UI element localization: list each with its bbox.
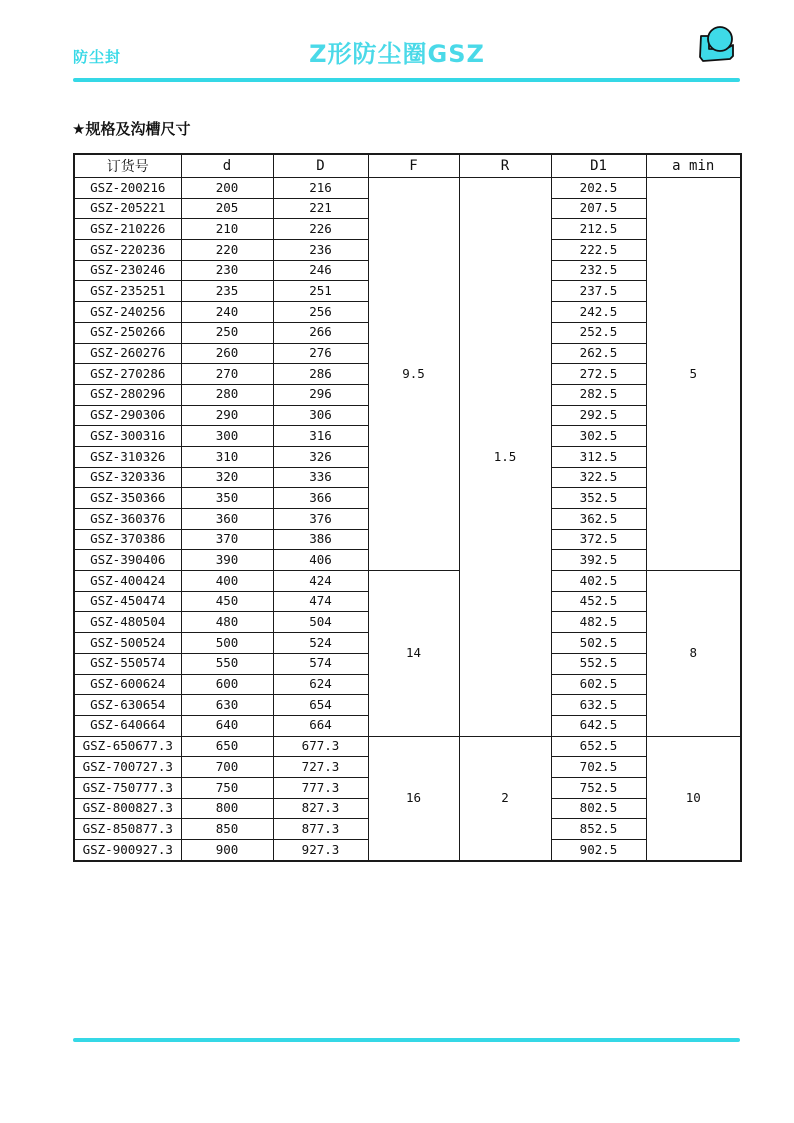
cell-D: 251 xyxy=(273,281,368,302)
col-header-R: R xyxy=(459,154,551,178)
col-header-a-min: a min xyxy=(646,154,741,178)
cell-D1: 482.5 xyxy=(551,612,646,633)
category-label: 防尘封 xyxy=(73,48,122,66)
cell-d: 360 xyxy=(181,509,273,530)
cell-d: 210 xyxy=(181,219,273,240)
cell-d: 480 xyxy=(181,612,273,633)
cell-d: 220 xyxy=(181,240,273,261)
cell-d: 900 xyxy=(181,840,273,861)
cell-order-code: GSZ-630654 xyxy=(74,695,181,716)
cell-d: 230 xyxy=(181,260,273,281)
section-heading: ★规格及沟槽尺寸 xyxy=(72,120,191,138)
cell-D1: 632.5 xyxy=(551,695,646,716)
col-header-F: F xyxy=(368,154,459,178)
cell-d: 250 xyxy=(181,322,273,343)
cell-F-group: 14 xyxy=(368,571,459,737)
cell-order-code: GSZ-210226 xyxy=(74,219,181,240)
cell-D1: 452.5 xyxy=(551,591,646,612)
cell-order-code: GSZ-280296 xyxy=(74,384,181,405)
cell-d: 280 xyxy=(181,384,273,405)
cell-D1: 272.5 xyxy=(551,364,646,385)
cell-order-code: GSZ-205221 xyxy=(74,198,181,219)
cell-order-code: GSZ-370386 xyxy=(74,529,181,550)
cell-D: 654 xyxy=(273,695,368,716)
cell-D1: 802.5 xyxy=(551,798,646,819)
cell-D1: 752.5 xyxy=(551,777,646,798)
cell-d: 650 xyxy=(181,736,273,757)
cell-D: 296 xyxy=(273,384,368,405)
cell-D: 246 xyxy=(273,260,368,281)
cell-D1: 202.5 xyxy=(551,178,646,199)
cell-D: 286 xyxy=(273,364,368,385)
cell-order-code: GSZ-400424 xyxy=(74,571,181,592)
cell-d: 630 xyxy=(181,695,273,716)
cell-a-min-group: 8 xyxy=(646,571,741,737)
cell-D: 221 xyxy=(273,198,368,219)
cell-order-code: GSZ-900927.3 xyxy=(74,840,181,861)
cell-D: 727.3 xyxy=(273,757,368,778)
cell-R-group: 2 xyxy=(459,736,551,861)
table-header-row xyxy=(74,154,741,178)
cell-D1: 322.5 xyxy=(551,467,646,488)
cell-d: 800 xyxy=(181,798,273,819)
cell-order-code: GSZ-360376 xyxy=(74,509,181,530)
cell-d: 700 xyxy=(181,757,273,778)
cell-order-code: GSZ-220236 xyxy=(74,240,181,261)
cell-d: 310 xyxy=(181,446,273,467)
cell-order-code: GSZ-640664 xyxy=(74,715,181,736)
spec-table-body xyxy=(74,178,741,861)
cell-d: 240 xyxy=(181,302,273,323)
cell-D: 524 xyxy=(273,633,368,654)
cell-order-code: GSZ-800827.3 xyxy=(74,798,181,819)
cell-D1: 292.5 xyxy=(551,405,646,426)
cell-D1: 352.5 xyxy=(551,488,646,509)
cell-d: 260 xyxy=(181,343,273,364)
col-header-D: D xyxy=(273,154,368,178)
cell-D: 664 xyxy=(273,715,368,736)
cell-order-code: GSZ-300316 xyxy=(74,426,181,447)
page-title: Z形防尘圈GSZ xyxy=(309,40,485,68)
cell-D1: 222.5 xyxy=(551,240,646,261)
cell-order-code: GSZ-600624 xyxy=(74,674,181,695)
cell-D1: 207.5 xyxy=(551,198,646,219)
cell-d: 500 xyxy=(181,633,273,654)
cell-d: 200 xyxy=(181,178,273,199)
cell-D: 266 xyxy=(273,322,368,343)
cell-D1: 242.5 xyxy=(551,302,646,323)
cell-d: 320 xyxy=(181,467,273,488)
cell-d: 750 xyxy=(181,777,273,798)
cell-D: 424 xyxy=(273,571,368,592)
table-row xyxy=(74,178,741,199)
cell-order-code: GSZ-250266 xyxy=(74,322,181,343)
cell-D: 306 xyxy=(273,405,368,426)
col-header-order-code: 订货号 xyxy=(74,154,181,178)
cell-D1: 552.5 xyxy=(551,653,646,674)
cell-order-code: GSZ-500524 xyxy=(74,633,181,654)
cell-order-code: GSZ-480504 xyxy=(74,612,181,633)
cell-D: 877.3 xyxy=(273,819,368,840)
cell-d: 850 xyxy=(181,819,273,840)
cell-d: 450 xyxy=(181,591,273,612)
cell-D1: 392.5 xyxy=(551,550,646,571)
cell-a-min-group: 10 xyxy=(646,736,741,861)
cell-D1: 252.5 xyxy=(551,322,646,343)
cell-order-code: GSZ-700727.3 xyxy=(74,757,181,778)
cell-D: 777.3 xyxy=(273,777,368,798)
cell-order-code: GSZ-200216 xyxy=(74,178,181,199)
cell-d: 600 xyxy=(181,674,273,695)
cell-D: 236 xyxy=(273,240,368,261)
col-header-D1: D1 xyxy=(551,154,646,178)
cell-F-group: 9.5 xyxy=(368,178,459,571)
cell-order-code: GSZ-550574 xyxy=(74,653,181,674)
cell-F-group: 16 xyxy=(368,736,459,861)
footer-rule xyxy=(73,1038,740,1042)
cell-R-group: 1.5 xyxy=(459,178,551,737)
cell-D: 574 xyxy=(273,653,368,674)
cell-D: 406 xyxy=(273,550,368,571)
cell-D: 256 xyxy=(273,302,368,323)
cell-D: 504 xyxy=(273,612,368,633)
cell-order-code: GSZ-850877.3 xyxy=(74,819,181,840)
cell-order-code: GSZ-235251 xyxy=(74,281,181,302)
cell-d: 390 xyxy=(181,550,273,571)
cell-D1: 502.5 xyxy=(551,633,646,654)
cell-order-code: GSZ-310326 xyxy=(74,446,181,467)
cell-d: 300 xyxy=(181,426,273,447)
cell-D1: 237.5 xyxy=(551,281,646,302)
col-header-d: d xyxy=(181,154,273,178)
cell-D1: 312.5 xyxy=(551,446,646,467)
cell-D: 376 xyxy=(273,509,368,530)
cell-order-code: GSZ-240256 xyxy=(74,302,181,323)
cell-d: 550 xyxy=(181,653,273,674)
table-row xyxy=(74,571,741,592)
cell-D1: 282.5 xyxy=(551,384,646,405)
cell-D: 276 xyxy=(273,343,368,364)
cell-order-code: GSZ-350366 xyxy=(74,488,181,509)
cell-order-code: GSZ-650677.3 xyxy=(74,736,181,757)
cell-order-code: GSZ-270286 xyxy=(74,364,181,385)
cell-d: 370 xyxy=(181,529,273,550)
cell-D: 827.3 xyxy=(273,798,368,819)
seal-cross-section-icon xyxy=(697,24,739,66)
cell-D: 226 xyxy=(273,219,368,240)
cell-D1: 602.5 xyxy=(551,674,646,695)
cell-D1: 642.5 xyxy=(551,715,646,736)
cell-D1: 902.5 xyxy=(551,840,646,861)
cell-D: 326 xyxy=(273,446,368,467)
cell-D1: 232.5 xyxy=(551,260,646,281)
cell-D1: 652.5 xyxy=(551,736,646,757)
cell-D1: 402.5 xyxy=(551,571,646,592)
spec-table xyxy=(73,153,742,862)
header-rule xyxy=(73,78,740,82)
cell-D: 677.3 xyxy=(273,736,368,757)
cell-D1: 702.5 xyxy=(551,757,646,778)
cell-D1: 362.5 xyxy=(551,509,646,530)
cell-d: 290 xyxy=(181,405,273,426)
cell-d: 235 xyxy=(181,281,273,302)
cell-D: 336 xyxy=(273,467,368,488)
cell-D: 624 xyxy=(273,674,368,695)
cell-D1: 302.5 xyxy=(551,426,646,447)
cell-D1: 262.5 xyxy=(551,343,646,364)
cell-d: 205 xyxy=(181,198,273,219)
cell-order-code: GSZ-450474 xyxy=(74,591,181,612)
cell-D: 316 xyxy=(273,426,368,447)
cell-order-code: GSZ-230246 xyxy=(74,260,181,281)
cell-D: 216 xyxy=(273,178,368,199)
cell-D1: 372.5 xyxy=(551,529,646,550)
cell-D: 927.3 xyxy=(273,840,368,861)
cell-D1: 212.5 xyxy=(551,219,646,240)
cell-D1: 852.5 xyxy=(551,819,646,840)
table-row xyxy=(74,736,741,757)
cell-order-code: GSZ-320336 xyxy=(74,467,181,488)
cell-order-code: GSZ-390406 xyxy=(74,550,181,571)
cell-D: 474 xyxy=(273,591,368,612)
cell-order-code: GSZ-750777.3 xyxy=(74,777,181,798)
cell-d: 400 xyxy=(181,571,273,592)
cell-d: 350 xyxy=(181,488,273,509)
cell-a-min-group: 5 xyxy=(646,178,741,571)
cell-D: 366 xyxy=(273,488,368,509)
cell-order-code: GSZ-260276 xyxy=(74,343,181,364)
cell-order-code: GSZ-290306 xyxy=(74,405,181,426)
cell-D: 386 xyxy=(273,529,368,550)
cell-d: 640 xyxy=(181,715,273,736)
cell-d: 270 xyxy=(181,364,273,385)
